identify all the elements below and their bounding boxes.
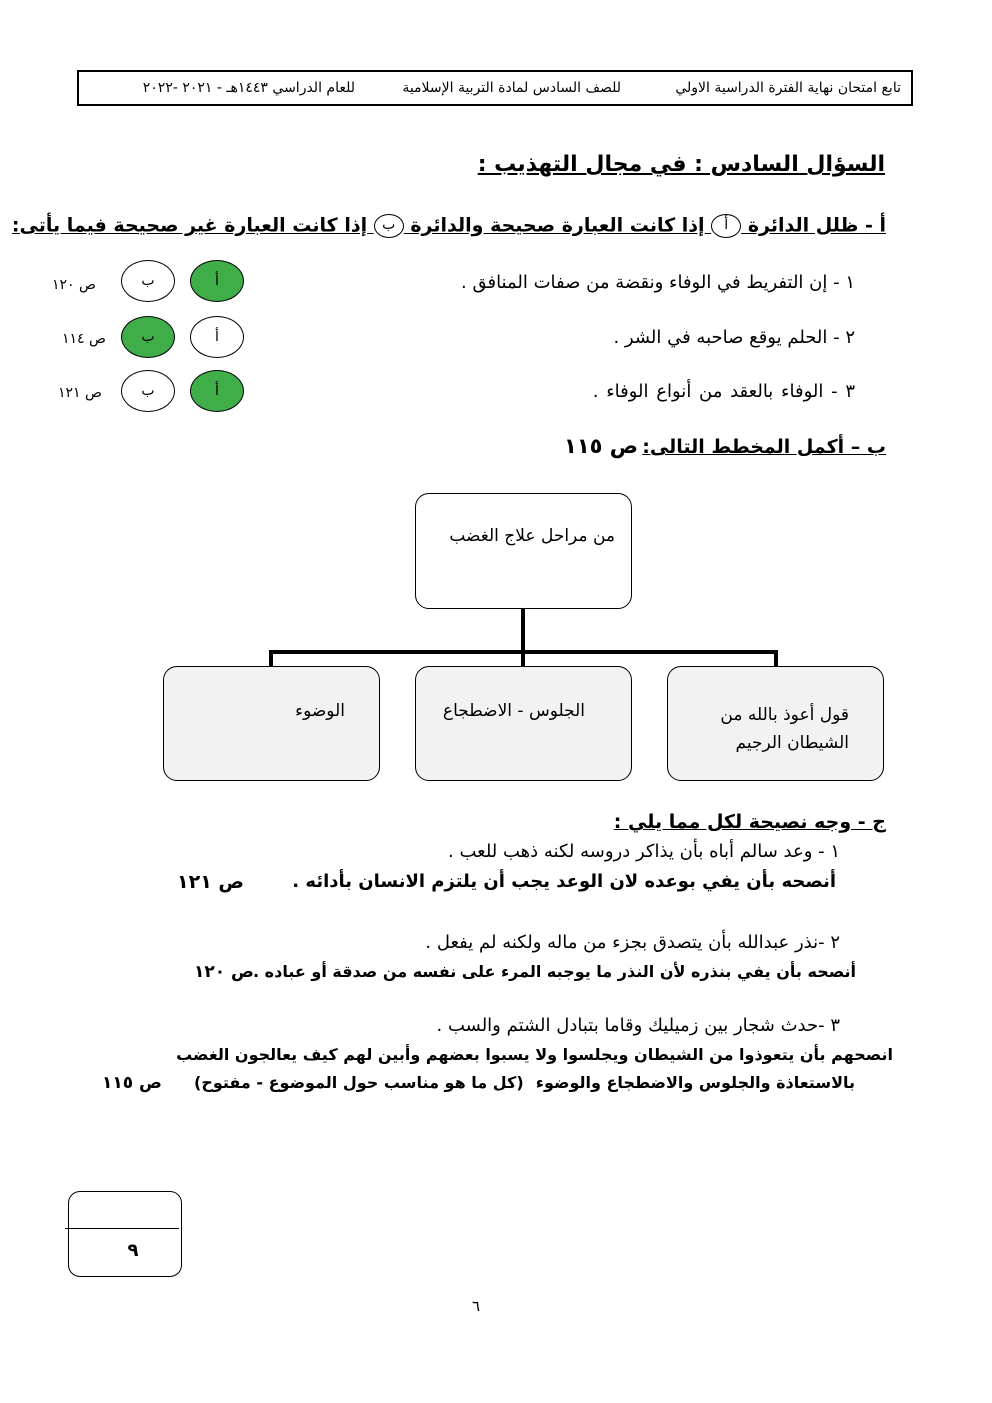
score-box	[68, 1191, 182, 1277]
statement-2: ٢ - الحلم يوقع صاحبه في الشر .	[613, 327, 855, 348]
diagram-root-label: من مراحل علاج الغضب	[449, 526, 615, 546]
header-exam-title: تابع امتحان نهاية الفترة الدراسية الاولي	[675, 80, 901, 96]
score-value: ٩	[127, 1240, 139, 1261]
option-a-circle-3[interactable]: أ	[190, 370, 244, 412]
diagram-child-middle	[415, 666, 632, 781]
diagram-child-middle-label: الجلوس - الاضطجاع	[442, 701, 585, 721]
part-a-instr2: إذا كانت العبارة صحيحة والدائرة	[410, 214, 705, 237]
option-b-circle-1[interactable]: ب	[121, 260, 175, 302]
part-a-instr3: إذا كانت العبارة غير صحيحة فيما يأتى:	[11, 214, 368, 237]
diagram-child-right	[667, 666, 884, 781]
advice-ref-3: ص ١١٥	[102, 1073, 162, 1093]
header-year: للعام الدراسي ١٤٤٣هـ - ٢٠٢١ -٢٠٢٢	[142, 80, 355, 96]
page-ref-3: ص ١٢١	[58, 385, 102, 401]
option-b-circle-3[interactable]: ب	[121, 370, 175, 412]
instruction-circle-b: ب	[374, 214, 404, 238]
advice-ref-1: ص ١٢١	[177, 871, 244, 893]
diagram-root-node	[415, 493, 632, 609]
advice-ref-2: ص ١٢٠	[194, 962, 254, 982]
page-ref-2: ص ١١٤	[62, 331, 106, 347]
advice-note-3: (كل ما هو مناسب حول الموضوع - مفتوح)	[194, 1073, 524, 1092]
part-c-title: ج - وجه نصيحة لكل مما يلي :	[613, 811, 886, 833]
instruction-circle-a: أ	[711, 214, 741, 238]
score-divider	[65, 1228, 179, 1229]
diagram-child-left	[163, 666, 380, 781]
option-a-circle-1[interactable]: أ	[190, 260, 244, 302]
advice-question-3: ٣ -حدث شجار بين زميليك وقاما بتبادل الشتم والسب .	[436, 1015, 840, 1036]
option-a-circle-2[interactable]: أ	[190, 316, 244, 358]
statement-1: ١ - إن التفريط في الوفاء ونقضة من صفات المنافق .	[461, 272, 855, 293]
part-a-instr1: ظلل الدائرة	[747, 214, 859, 237]
diagram-child-right-label: قول أعوذ بالله من الشيطان الرجيم	[720, 705, 849, 753]
option-b-circle-2[interactable]: ب	[121, 316, 175, 358]
advice-question-2: ٢ -نذر عبدالله بأن يتصدق بجزء من ماله ولكنه لم يفعل .	[425, 932, 840, 953]
advice-answer-3-line1: انصحهم بأن يتعوذوا من الشيطان ويجلسوا ولا يسبوا بعضهم وأبين لهم كيف يعالجون الغضب	[176, 1045, 893, 1064]
page-number: ٦	[472, 1297, 481, 1315]
page-ref-1: ص ١٢٠	[52, 277, 96, 293]
part-a-prefix: أ -	[864, 214, 886, 237]
statement-3: ٣ - الوفاء بالعقد من أنواع الوفاء .	[592, 381, 855, 402]
diagram-child-left-label: الوضوء	[295, 701, 345, 721]
header-grade-subject: للصف السادس لمادة التربية الإسلامية	[402, 80, 621, 96]
part-b-ref: ص ١١٥	[564, 434, 639, 458]
advice-question-1: ١ - وعد سالم أباه بأن يذاكر دروسه لكنه ذهب للعب .	[448, 841, 840, 862]
advice-answer-1: أنصحه بأن يفي بوعده لان الوعد يجب أن يلتزم الانسان بأدائه .	[292, 871, 836, 892]
question-title: السؤال السادس : في مجال التهذيب :	[477, 152, 885, 177]
advice-answer-3-line2: بالاستعاذة والجلوس والاضطجاع والوضوء	[535, 1073, 855, 1092]
advice-answer-2: أنصحه بأن يفي بنذره لأن النذر ما يوجبه المرء على نفسه من صدقة أو عباده .	[253, 962, 856, 981]
part-b-title: ب – أكمل المخطط التالى:	[642, 436, 886, 458]
